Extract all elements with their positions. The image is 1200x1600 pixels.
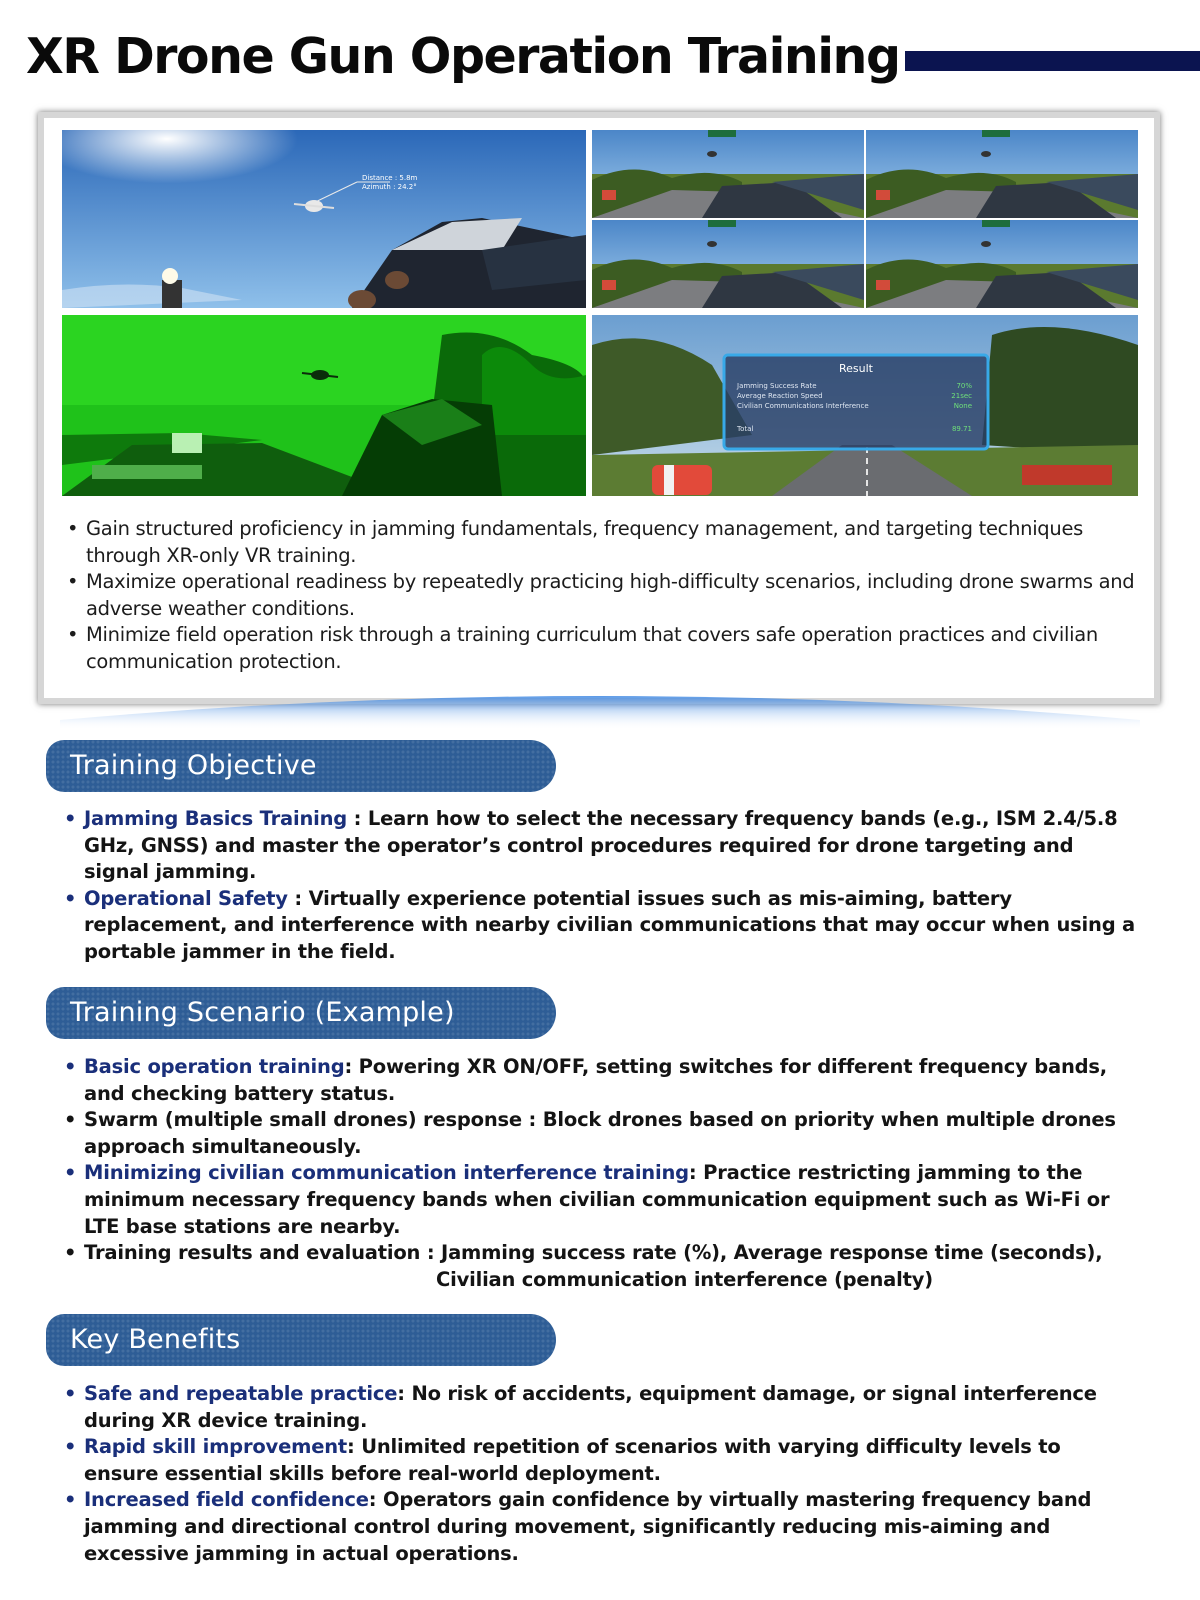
screenshot-training-result xyxy=(592,315,1138,496)
item-text: : Operators gain confidence by virtually mastering frequency band jamming and directional control during movement, significantly reducing mis-aiming and excessive jamming in actual operations. xyxy=(84,1488,1092,1565)
page-title: XR Drone Gun Operation Training xyxy=(26,28,900,85)
intro-bullet: • Maximize operational readiness by repeatedly practicing high-difficulty scenarios, including drone swarms and adverse weather conditions. xyxy=(64,569,1144,622)
result-total-value: 89.71 xyxy=(951,425,972,433)
item-text-continued: Civilian communication interference (penalty) xyxy=(436,1267,933,1291)
list-item xyxy=(60,1160,1140,1240)
intro-bullet: • Gain structured proficiency in jamming fundamentals, frequency management, and targeting techniques through XR-only VR training. xyxy=(64,516,1144,569)
result-total-label: Total xyxy=(737,425,754,433)
list-item xyxy=(60,806,1140,886)
item-term: Increased field confidence xyxy=(84,1488,369,1512)
list-item xyxy=(60,1054,1140,1107)
title-accent-bar xyxy=(905,51,1200,71)
section-heading-benefits: Key Benefits xyxy=(46,1314,556,1366)
item-text: : Unlimited repetition of scenarios with varying difficulty levels to ensure essential skills before real-world deployment. xyxy=(84,1435,1061,1485)
list-item xyxy=(60,1381,1140,1434)
item-text: : No risk of accidents, equipment damage, or signal interference during XR device training. xyxy=(84,1382,1097,1432)
item-text: : Virtually experience potential issues such as mis-aiming, battery replacement, and interference with nearby civilian communications that may occur when using a portable jammer in the field. xyxy=(84,886,1136,963)
screenshot-panel xyxy=(38,112,1160,704)
item-term: Minimizing civilian communication interference training xyxy=(84,1161,689,1185)
result-row-label: Average Reaction Speed xyxy=(737,392,823,400)
screenshot-night-vision xyxy=(62,315,586,496)
intro-bullet-list xyxy=(64,516,1144,675)
item-term: Operational Safety xyxy=(84,886,288,910)
section-heading-scenario: Training Scenario (Example) xyxy=(46,987,556,1039)
screenshot-drone-targeting xyxy=(62,130,586,308)
result-title: Result xyxy=(839,362,873,375)
result-row-label: Jamming Success Rate xyxy=(737,382,817,390)
item-term: Safe and repeatable practice xyxy=(84,1382,398,1405)
item-text: : Practice restricting jamming to the minimum necessary frequency bands when civilian communication equipment such as Wi-Fi or LTE base stations are nearby. xyxy=(84,1161,1110,1238)
scenario-list xyxy=(60,1054,1140,1293)
item-term: Rapid skill improvement xyxy=(84,1435,348,1459)
list-item xyxy=(60,1434,1140,1487)
screenshot-multiplayer-views xyxy=(592,130,1138,308)
item-text: : Learn how to select the necessary frequency bands (e.g., ISM 2.4/5.8 GHz, GNSS) and master the operator’s control procedures required for drone targeting and signal jamming. xyxy=(84,807,1118,884)
list-item xyxy=(60,1240,1140,1293)
item-term: Basic operation training xyxy=(84,1055,345,1078)
decorative-arc xyxy=(60,690,1140,730)
hud-distance: Distance : 5.8m xyxy=(362,174,418,182)
result-row-value: None xyxy=(953,402,972,410)
section-heading-objective: Training Objective xyxy=(46,740,556,792)
item-text: Swarm (multiple small drones) response : Block drones based on priority when multiple drones approach simultaneously. xyxy=(84,1108,1116,1158)
item-text: : Powering XR ON/OFF, setting switches for different frequency bands, and checking battery status. xyxy=(84,1055,1108,1105)
result-row-label: Civilian Communications Interference xyxy=(737,402,869,410)
screenshot-grid xyxy=(62,130,1138,496)
result-row-value: 70% xyxy=(956,382,972,390)
intro-bullet: • Minimize field operation risk through a training curriculum that covers safe operation practices and civilian communication protection. xyxy=(64,622,1144,675)
result-row-value: 21sec xyxy=(951,392,972,400)
list-item xyxy=(60,1487,1140,1567)
list-item xyxy=(60,1107,1140,1160)
benefits-list xyxy=(60,1381,1140,1567)
item-term: Jamming Basics Training xyxy=(84,807,348,830)
hud-azimuth: Azimuth : 24.2° xyxy=(362,183,417,191)
objective-list xyxy=(60,806,1140,966)
item-text: Training results and evaluation : Jamming success rate (%), Average response time (seconds), xyxy=(84,1241,1103,1265)
list-item xyxy=(60,886,1140,966)
